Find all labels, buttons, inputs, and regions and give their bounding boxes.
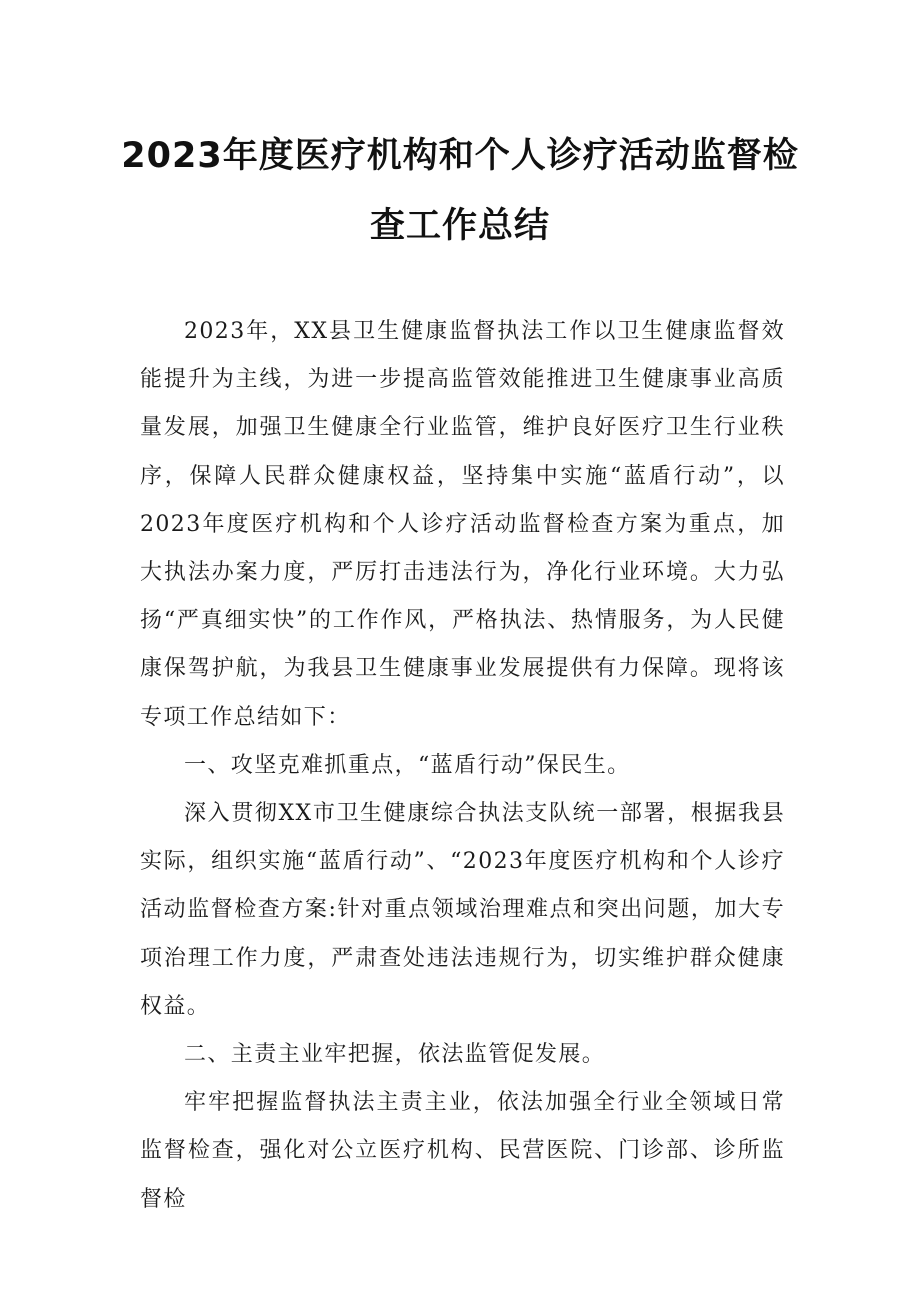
- section-paragraph-1: 深入贯彻XX市卫生健康综合执法支队统一部署，根据我县实际，组织实施“蓝盾行动”、“2023年度医疗机构和个人诊疗活动监督检查方案:针对重点领域治理难点和突出问题，加大专项治理工作力度，严肃查处违法违规行为，切实维护群众健康权益。: [140, 801, 785, 1019]
- intro-paragraph: 2023年，XX县卫生健康监督执法工作以卫生健康监督效能提升为主线，为进一步提高监管效能推进卫生健康事业高质量发展，加强卫生健康全行业监管，维护良好医疗卫生行业秩序，保障人民群众健康权益，坚持集中实施“蓝盾行动”，以2023年度医疗机构和个人诊疗活动监督检查方案为重点，加大执法办案力度，严厉打击违法行为，净化行业环境。大力弘扬“严真细实快”的工作作风，严格执法、热情服务，为人民健康保驾护航，为我县卫生健康事业发展提供有力保障。现将该专项工作总结如下：: [140, 319, 785, 730]
- document-title-line-2: 查工作总结: [369, 206, 550, 246]
- document-body: [140, 308, 785, 1224]
- section-heading-2: 二、主责主业牢把握，依法监管促发展。: [184, 1042, 606, 1068]
- section-paragraph-2: 牢牢把握监督执法主责主业，依法加强全行业全领域日常监督检查，强化对公立医疗机构、民营医院、门诊部、诊所监督检: [140, 1090, 785, 1212]
- section-heading-1: 一、攻坚克难抓重点，“蓝盾行动”保民生。: [184, 752, 631, 778]
- document-title-line-1: 2023年度医疗机构和个人诊疗活动监督检: [121, 136, 799, 176]
